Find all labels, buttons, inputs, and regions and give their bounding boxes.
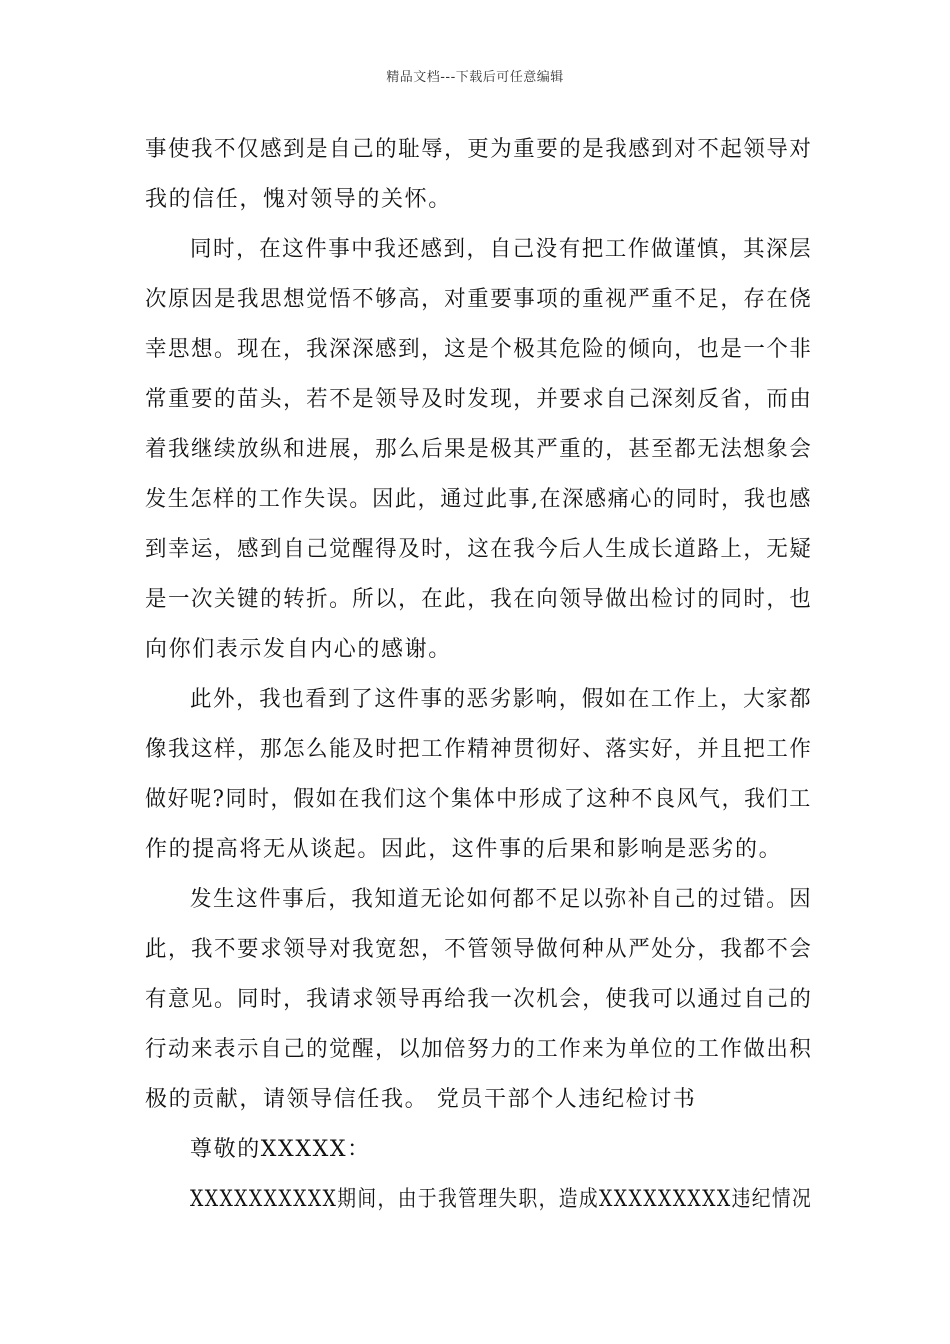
text-line: 做好呢?同时，假如在我们这个集体中形成了这种不良风气，我们工 <box>145 787 812 812</box>
text-line: 到幸运，感到自己觉醒得及时，这在我今后人生成长道路上，无疑 <box>145 537 813 562</box>
text-line: 幸思想。现在，我深深感到，这是个极其危险的倾向，也是一个非 <box>145 337 813 362</box>
text-line: 是一次关键的转折。所以，在此，我在向领导做出检讨的同时，也 <box>145 587 813 612</box>
text-line: 事使我不仅感到是自己的耻辱，更为重要的是我感到对不起领导对 <box>145 137 813 162</box>
text-line: 着我继续放纵和进展，那么后果是极其严重的，甚至都无法想象会 <box>145 437 813 462</box>
text-line: 有意见。同时，我请求领导再给我一次机会，使我可以通过自己的 <box>145 987 813 1012</box>
text-line: 行动来表示自己的觉醒，以加倍努力的工作来为单位的工作做出积 <box>145 1037 813 1062</box>
text-line: 我的信任，愧对领导的关怀。 <box>145 187 452 212</box>
page-header: 精品文档---下载后可任意编辑 <box>386 70 564 85</box>
text-line: 极的贡献，请领导信任我。 党员干部个人违纪检讨书 <box>145 1087 697 1112</box>
text-line: 同时，在这件事中我还感到，自己没有把工作做谨慎，其深层 <box>190 237 813 262</box>
text-line: 作的提高将无从谈起。因此，这件事的后果和影响是恶劣的。 <box>145 837 783 862</box>
text-line: 此外，我也看到了这件事的恶劣影响，假如在工作上，大家都 <box>190 687 813 712</box>
text-line: 此，我不要求领导对我宽恕，不管领导做何种从严处分，我都不会 <box>145 937 813 962</box>
text-line: 像我这样，那怎么能及时把工作精神贯彻好、落实好，并且把工作 <box>145 737 813 762</box>
text-line: 发生这件事后，我知道无论如何都不足以弥补自己的过错。因 <box>190 887 813 912</box>
text-line: XXXXXXXXXX期间，由于我管理失职，造成XXXXXXXXX违纪情况 <box>190 1187 813 1212</box>
text-line: 尊敬的XXXXX： <box>190 1137 371 1162</box>
text-line: 发生怎样的工作失误。因此，通过此事,在深感痛心的同时，我也感 <box>145 487 812 512</box>
text-line: 次原因是我思想觉悟不够高，对重要事项的重视严重不足，存在侥 <box>145 287 813 312</box>
text-line: 常重要的苗头，若不是领导及时发现，并要求自己深刻反省，而由 <box>145 387 813 412</box>
text-line: 向你们表示发自内心的感谢。 <box>145 637 452 662</box>
